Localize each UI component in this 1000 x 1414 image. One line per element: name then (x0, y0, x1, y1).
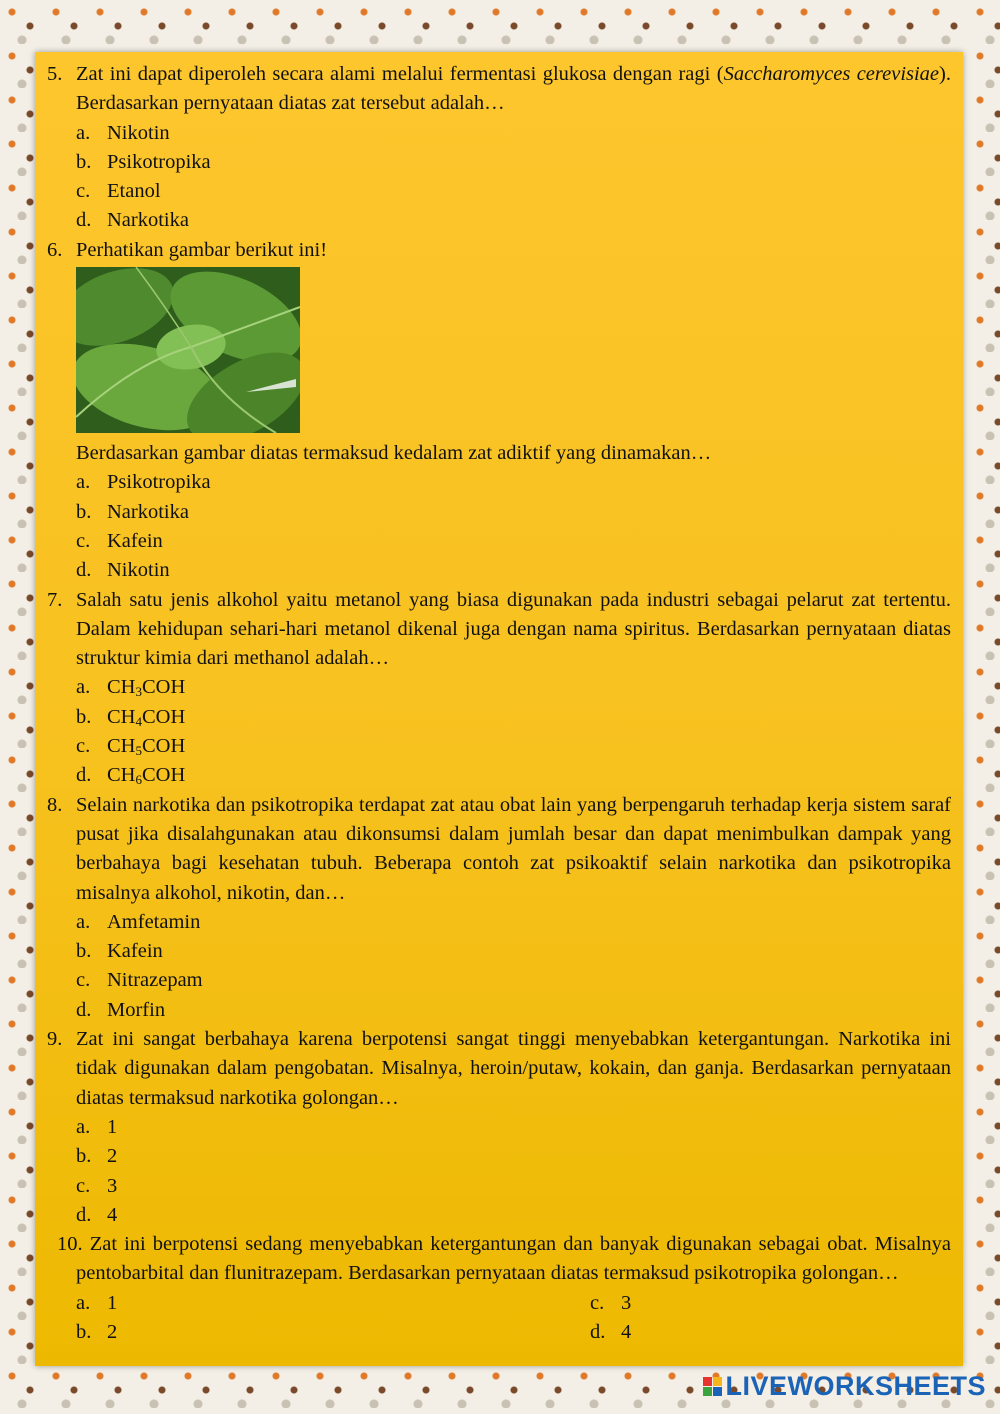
option-d[interactable]: d. Nikotin (76, 559, 170, 582)
question-stem: Selain narkotika dan psikotropika terdapat zat atau obat lain yang berpengaruh terhadap kerja sistem saraf pusat jika disalahgunakan atau dikonsumsi dalam jumlah besar dan dapat menimbulkan dampak yang berbahaya bagi kesehatan tubuh. Beberapa contoh zat psikoaktif selain narkotika dan psikotropika misalnya alkohol, nikotin, dan… (76, 793, 951, 904)
question-number: 10. (57, 1233, 83, 1256)
question-intro: Perhatikan gambar berikut ini! (76, 238, 328, 261)
option-a[interactable]: a. 1 (76, 1115, 118, 1138)
option-c[interactable]: c. Etanol (76, 180, 161, 203)
liveworksheets-logo[interactable] (703, 1371, 986, 1402)
option-b[interactable]: b. Narkotika (76, 500, 189, 523)
option-d[interactable]: d. 4 (76, 1203, 118, 1226)
question-stem: Zat ini sangat berbahaya karena berpotensi sangat tinggi menyebabkan ketergantungan. Narkotika ini tidak digunakan dalam pengobatan. Misalnya, heroin/putaw, kokain, dan ganja. Berdasarkan pernyataan diatas termaksud narkotika golongan… (76, 1028, 951, 1109)
option-b[interactable]: b. 2 (76, 1320, 118, 1343)
logo-text: LIVEWORKSHEETS (725, 1371, 986, 1401)
question-9 (47, 1025, 951, 1230)
option-a[interactable]: a. 1 (76, 1291, 118, 1314)
tobacco-leaf-image (76, 267, 300, 433)
question-stem: Zat ini dapat diperoleh secara alami melalui fermentasi glukosa dengan ragi (Saccharomyces cerevisiae). Berdasarkan pernyataan diatas zat tersebut adalah… (76, 63, 951, 115)
question-number: 9. (47, 1028, 63, 1051)
option-a[interactable]: a. Amfetamin (76, 910, 201, 933)
option-a[interactable]: a. Psikotropika (76, 471, 211, 494)
option-a[interactable]: a. Nikotin (76, 121, 170, 144)
option-d[interactable]: d. Narkotika (76, 209, 189, 232)
option-d[interactable]: d. $CH_6COH$ (76, 764, 186, 788)
question-7 (47, 586, 951, 791)
question-stem: Salah satu jenis alkohol yaitu metanol yang biasa digunakan pada industri sebagai pelarut zat tertentu. Dalam kehidupan sehari-hari metanol dikenal juga dengan nama spiritus. Berdasarkan pernyataan diatas struktur kimia dari methanol adalah… (76, 588, 951, 670)
option-b[interactable]: b. $CH_4COH$ (76, 705, 186, 729)
question-number: 6. (47, 238, 63, 261)
option-b[interactable]: b. Psikotropika (76, 150, 211, 173)
question-6 (47, 236, 951, 586)
logo-icon (703, 1377, 722, 1396)
option-d[interactable]: d. Morfin (76, 998, 166, 1021)
option-c[interactable]: c. Nitrazepam (76, 969, 203, 992)
options-row-2 (76, 1318, 951, 1347)
option-d[interactable]: d. 4 (590, 1320, 632, 1343)
option-b[interactable]: b. 2 (76, 1145, 118, 1168)
question-stem: Berdasarkan gambar diatas termaksud kedalam zat adiktif yang dinamakan… (76, 442, 712, 465)
question-number: 8. (47, 793, 63, 816)
option-c[interactable]: c. $CH_5COH$ (76, 735, 186, 759)
question-8 (47, 791, 951, 1025)
question-number: 7. (47, 588, 63, 611)
option-a[interactable]: a. $CH_3COH$ (76, 676, 186, 700)
question-number: 5. (47, 63, 63, 85)
option-b[interactable]: b. Kafein (76, 940, 163, 963)
option-c[interactable]: c. Kafein (76, 529, 163, 552)
question-list (47, 60, 951, 1347)
option-c[interactable]: c. 3 (590, 1291, 632, 1314)
species-name: Saccharomyces cerevisiae (723, 63, 940, 85)
question-10 (47, 1230, 951, 1347)
question-stem: 10. Zat ini berpotensi sedang menyebabkan ketergantungan dan banyak digunakan sebagai obat. Misalnya pentobarbital dan flunitrazepam. Berdasarkan pernyataan diatas termaksud psikotropika golongan… (57, 1233, 952, 1285)
question-5 (47, 60, 951, 236)
worksheet-panel (35, 52, 963, 1366)
option-c[interactable]: c. 3 (76, 1174, 118, 1197)
options-row-1 (76, 1289, 951, 1318)
